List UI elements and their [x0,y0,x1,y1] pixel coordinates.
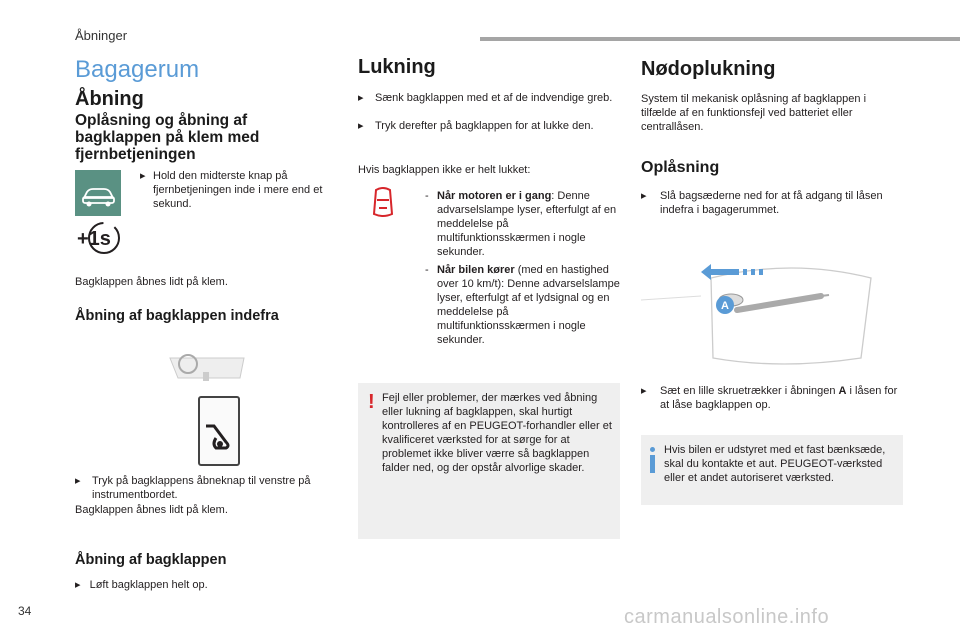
bullet-press-button [75,474,335,502]
warning-item-engine: - Når motoren er i gang: Denne advarselslampe lyser, efterfulgt af en meddelelse på multifunktionsskærmen i nogle sekunder. [425,190,617,258]
heading-open-tailgate: Åbning af bagklappen [75,552,227,568]
item2-text: (med en hastighed over 10 km/t): Denne advarselslampe lyser, efterfulgt af et lydsignal og en meddelelse på multifunktionsskærmen i nogle sekunder. [437,264,620,346]
item2-bold: Når bilen kører [437,264,515,276]
ajar-text: Bagklappen åbnes lidt på klem. [75,276,228,288]
exclamation-icon: ! [368,391,375,413]
insert-text-bold: A [838,385,847,397]
insert-text-post: i låsen for at låse bagklappen op. [660,385,898,411]
emergency-intro: System til mekanisk oplåsning af bagklappen i tilfælde af en funktionsfejl ved batteriet eller centrallåsen. [641,93,867,133]
watermark: carmanualsonline.info [624,606,830,628]
bullet-arrow-icon: ▸ [641,190,647,202]
header-rule [480,37,960,41]
warning-note-text: Fejl eller problemer, der mærkes ved åbning eller lukning af bagklappen, skal hurtigt kontrolleres af en PEUGEOT-forhandler eller et kvalificeret værksted for at sørge for at problemet ikke bliver værre så bagklappen falder ned, og der opstår alvorlige skader. [382,392,612,474]
not-closed-text: Hvis bagklappen ikke er helt lukket: [358,164,531,176]
page-title: Bagagerum [75,56,200,83]
bullet-fold-text: Slå bagsæderne ned for at få adgang til låsen indefra i bagagerummet. [660,190,883,216]
heading-opening: Åbning [75,88,144,110]
item1-bold: Når motoren er i gang [437,190,552,202]
warning-note-box [358,383,620,539]
info-dot-icon [650,447,655,452]
bullet-arrow-icon: ▸ [641,385,647,397]
bullet-arrow-icon: ▸ [75,475,81,487]
heading-closing: Lukning [358,56,436,78]
lock-illustration [641,258,903,370]
plus-one-second-icon [75,220,121,256]
bullet-press-text: Tryk på bagklappens åbneknap til venstre på instrumentbordet. [92,475,311,501]
tailgate-open-warning-icon [372,186,394,220]
bullet-arrow-icon: ▸ [358,92,364,104]
heading-emergency: Nødoplukning [641,58,776,80]
dashboard-button-illustration [168,352,246,384]
heading-unlock-remote: Oplåsning og åbning af bagklappen på klem med fjernbetjeningen [75,112,260,163]
bullet-lower-text: Sænk bagklappen med et af de indvendige greb. [375,92,613,104]
tailgate-release-icon [198,396,240,466]
callout-a-label: A [721,300,729,312]
plus-label: +1s [77,228,111,250]
car-remote-icon [75,170,121,216]
item1-text: : Denne advarselslampe lyser, efterfulgt af en meddelelse på multifunktionsskærmen i nogle sekunder. [437,190,617,258]
info-note-box [641,435,903,505]
bullet-lower [358,91,620,105]
bullet-arrow-icon: ▸ [140,170,146,182]
bullet-arrow-icon: ▸ [75,579,81,591]
bullet-push-text: Tryk derefter på bagklappen for at lukke den. [375,120,594,132]
heading-unlocking: Oplåsning [641,159,720,176]
insert-text-pre: Sæt en lille skruetrækker i åbningen [660,385,839,397]
warning-item-driving: - Når bilen kører (med en hastighed over 10 km/t): Denne advarselslampe lyser, efterfulgt af et lydsignal og en meddelelse på multifunktionsskærmen i nogle sekunder. [425,264,620,346]
bullet-insert [641,384,901,412]
heading-open-inside: Åbning af bagklappen indefra [75,308,279,324]
ajar-text-2: Bagklappen åbnes lidt på klem. [75,504,228,516]
bullet-hold-text: Hold den midterste knap på fjernbetjeningen inde i mere end et sekund. [153,170,323,210]
bullet-lift-text: Løft bagklappen helt op. [89,579,208,591]
bullet-lift [75,578,208,592]
bullet-hold-button [140,169,335,211]
bullet-push [358,119,620,133]
page-number: 34 [18,604,32,618]
info-icon [650,455,655,473]
bullet-fold [641,189,901,217]
info-note-text: Hvis bilen er udstyret med et fast bænksæde, skal du kontakte et aut. PEUGEOT-værksted eller et andet autoriseret værksted. [664,444,886,484]
running-header: Åbninger [75,28,128,43]
bullet-arrow-icon: ▸ [358,120,364,132]
